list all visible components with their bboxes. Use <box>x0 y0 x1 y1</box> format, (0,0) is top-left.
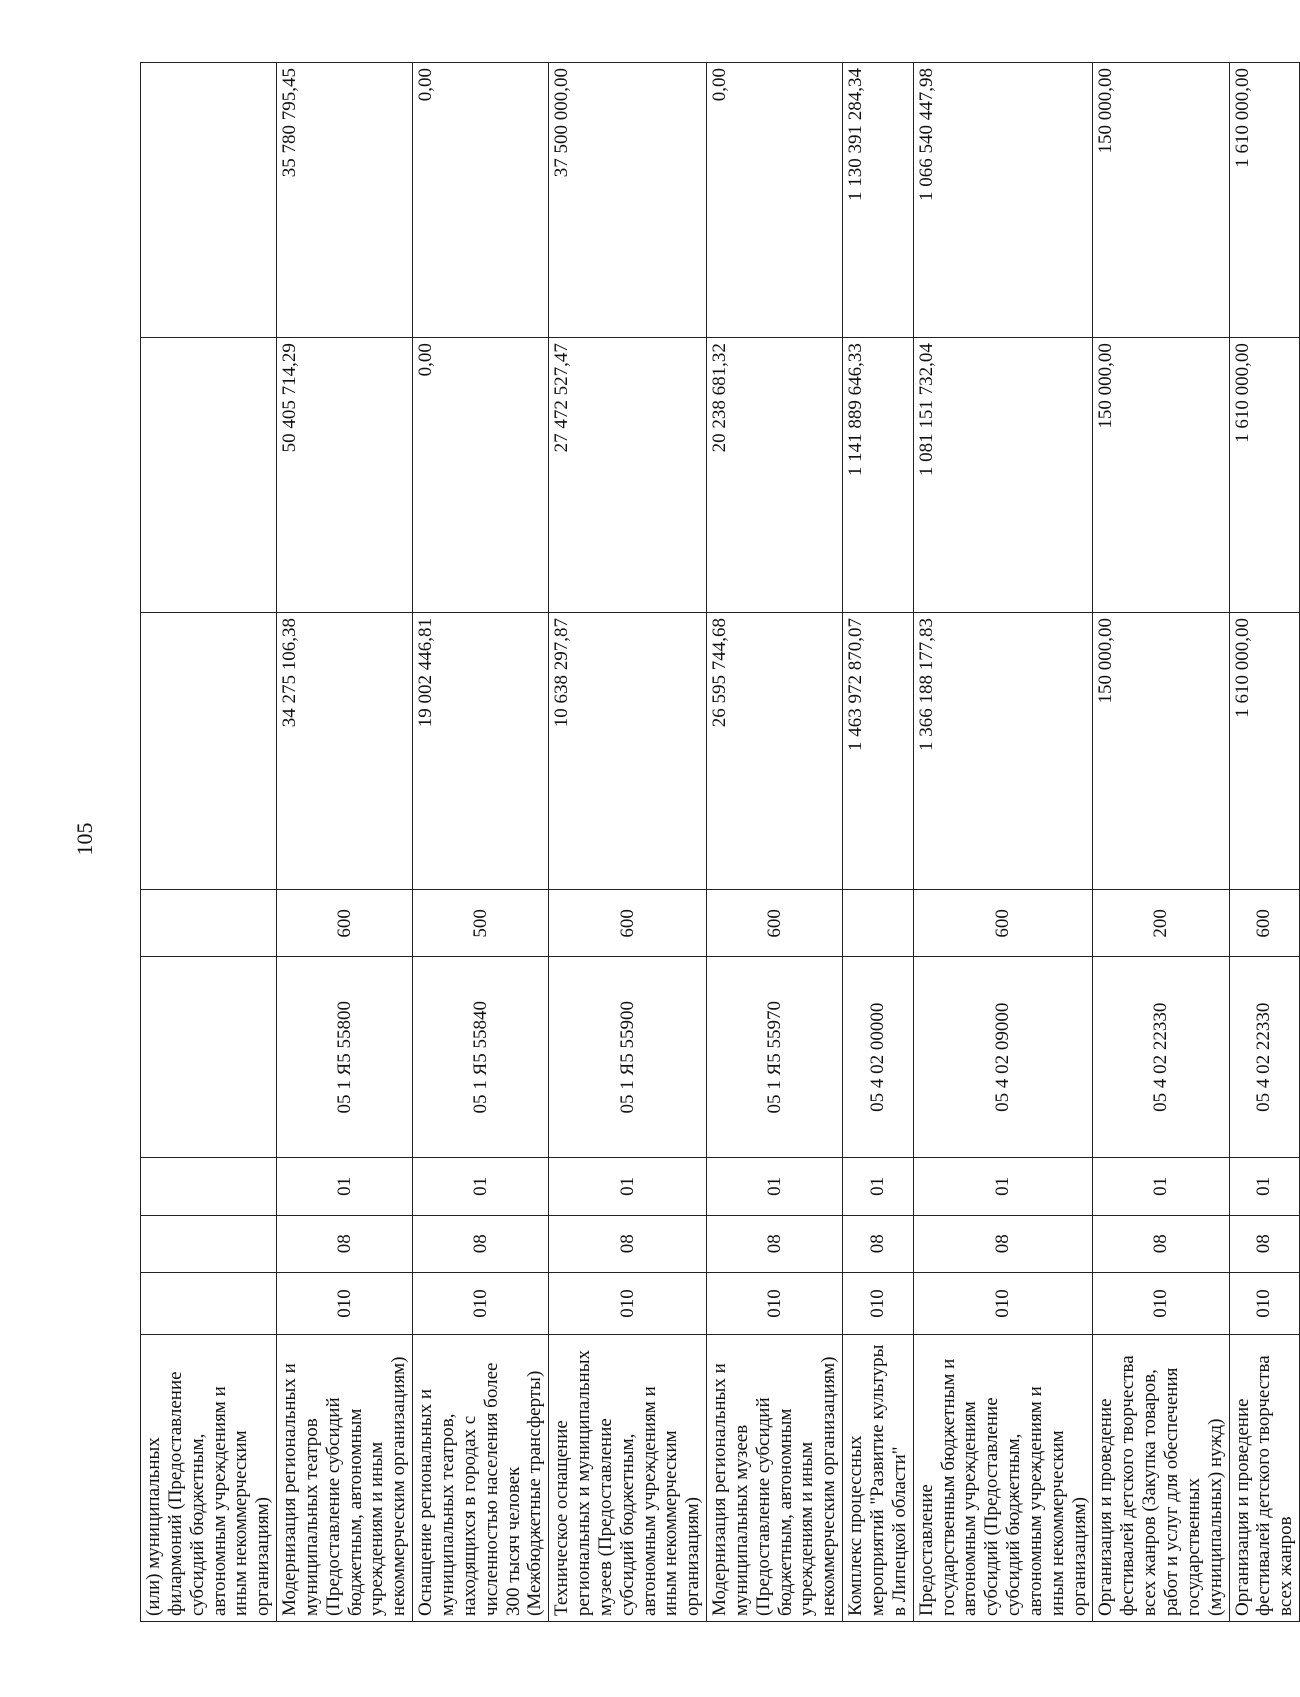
amount-year-1: 10 638 297,87 <box>549 613 707 890</box>
section-code: 08 <box>707 1215 843 1272</box>
subsection-code: 01 <box>843 1158 914 1215</box>
table-row <box>141 63 277 1622</box>
amount-year-1: 26 595 744,68 <box>707 613 843 890</box>
admin-code: 010 <box>413 1272 549 1334</box>
amount-year-2: 50 405 714,29 <box>277 338 413 613</box>
admin-code: 010 <box>277 1272 413 1334</box>
amount-year-1: 34 275 106,38 <box>277 613 413 890</box>
amount-year-1: 19 002 446,81 <box>413 613 549 890</box>
amount-year-3: 0,00 <box>413 63 549 338</box>
amount-year-2: 27 472 527,47 <box>549 338 707 613</box>
subsection-code: 01 <box>549 1158 707 1215</box>
subsection-code: 01 <box>707 1158 843 1215</box>
row-name: (или) муниципальных филармоний (Предоставление субсидий бюджетным, автономным учреждениям и иным некоммерческим организациям) <box>141 1335 277 1622</box>
target-article: 05 4 02 09000 <box>913 957 1093 1158</box>
budget-table <box>140 62 1300 1622</box>
target-article: 05 1 Я5 55840 <box>413 957 549 1158</box>
row-name: Организация и проведение фестивалей детского творчества всех жанров <box>1229 1335 1300 1622</box>
section-code: 08 <box>913 1215 1093 1272</box>
subsection-code: 01 <box>1093 1158 1229 1215</box>
subsection-code: 01 <box>413 1158 549 1215</box>
target-article: 05 1 Я5 55800 <box>277 957 413 1158</box>
section-code: 08 <box>1093 1215 1229 1272</box>
expense-type: 600 <box>277 890 413 957</box>
expense-type: 600 <box>913 890 1093 957</box>
expense-type <box>141 890 277 957</box>
row-name: Предоставление государственным бюджетным и автономным учреждениям субсидий (Предоставление субсидий бюджетным, автономным учреждениям и иным некоммерческим организациям) <box>913 1335 1093 1622</box>
amount-year-1: 1 610 000,00 <box>1229 613 1300 890</box>
amount-year-2: 1 081 151 732,04 <box>913 338 1093 613</box>
expense-type: 600 <box>549 890 707 957</box>
page-number: 105 <box>72 822 97 856</box>
admin-code: 010 <box>1093 1272 1229 1334</box>
table-row <box>707 63 843 1622</box>
subsection-code: 01 <box>1229 1158 1300 1215</box>
amount-year-3: 1 066 540 447,98 <box>913 63 1093 338</box>
expense-type: 600 <box>1229 890 1300 957</box>
amount-year-2: 150 000,00 <box>1093 338 1229 613</box>
admin-code: 010 <box>913 1272 1093 1334</box>
row-name: Модернизация региональных и муниципальных музеев (Предоставление субсидий бюджетным, автономным учреждениям и иным некоммерческим организациям) <box>707 1335 843 1622</box>
row-name: Комплекс процессных мероприятий "Развитие культуры в Липецкой области" <box>843 1335 914 1622</box>
expense-type <box>843 890 914 957</box>
table-row <box>913 63 1093 1622</box>
section-code <box>141 1215 277 1272</box>
target-article: 05 1 Я5 55900 <box>549 957 707 1158</box>
table-row <box>1093 63 1229 1622</box>
admin-code: 010 <box>1229 1272 1300 1334</box>
table-row <box>843 63 914 1622</box>
expense-type: 200 <box>1093 890 1229 957</box>
table-row <box>549 63 707 1622</box>
row-name: Оснащение региональных и муниципальных театров, находящихся в городах с численностью населения более 300 тысяч человек (Межбюджетные трансферты) <box>413 1335 549 1622</box>
subsection-code: 01 <box>913 1158 1093 1215</box>
table-row <box>1229 63 1300 1622</box>
target-article: 05 1 Я5 55970 <box>707 957 843 1158</box>
section-code: 08 <box>413 1215 549 1272</box>
amount-year-2: 0,00 <box>413 338 549 613</box>
subsection-code <box>141 1158 277 1215</box>
amount-year-2 <box>141 338 277 613</box>
target-article: 05 4 02 00000 <box>843 957 914 1158</box>
table-row <box>277 63 413 1622</box>
section-code: 08 <box>277 1215 413 1272</box>
amount-year-2: 1 141 889 646,33 <box>843 338 914 613</box>
admin-code: 010 <box>549 1272 707 1334</box>
amount-year-3: 1 130 391 284,34 <box>843 63 914 338</box>
amount-year-3: 0,00 <box>707 63 843 338</box>
amount-year-1 <box>141 613 277 890</box>
section-code: 08 <box>549 1215 707 1272</box>
amount-year-3: 35 780 795,45 <box>277 63 413 338</box>
row-name: Модернизация региональных и муниципальных театров (Предоставление субсидий бюджетным, автономным учреждениям и иным некоммерческим организациям) <box>277 1335 413 1622</box>
amount-year-3: 150 000,00 <box>1093 63 1229 338</box>
expense-type: 600 <box>707 890 843 957</box>
table-body <box>141 63 1300 1622</box>
amount-year-1: 1 366 188 177,83 <box>913 613 1093 890</box>
subsection-code: 01 <box>277 1158 413 1215</box>
admin-code: 010 <box>843 1272 914 1334</box>
row-name: Организация и проведение фестивалей детского творчества всех жанров (Закупка товаров, работ и услуг для обеспечения государственных (муниципальных) нужд) <box>1093 1335 1229 1622</box>
target-article <box>141 957 277 1158</box>
table-row <box>413 63 549 1622</box>
amount-year-3 <box>141 63 277 338</box>
amount-year-2: 1 610 000,00 <box>1229 338 1300 613</box>
row-name: Техническое оснащение региональных и муниципальных музеев (Предоставление субсидий бюджетным, автономным учреждениям и иным некоммерческим организациям) <box>549 1335 707 1622</box>
section-code: 08 <box>1229 1215 1300 1272</box>
admin-code <box>141 1272 277 1334</box>
admin-code: 010 <box>707 1272 843 1334</box>
amount-year-2: 20 238 681,32 <box>707 338 843 613</box>
target-article: 05 4 02 22330 <box>1229 957 1300 1158</box>
amount-year-3: 37 500 000,00 <box>549 63 707 338</box>
amount-year-1: 1 463 972 870,07 <box>843 613 914 890</box>
section-code: 08 <box>843 1215 914 1272</box>
rotated-page-content <box>140 62 1297 1622</box>
amount-year-1: 150 000,00 <box>1093 613 1229 890</box>
expense-type: 500 <box>413 890 549 957</box>
target-article: 05 4 02 22330 <box>1093 957 1229 1158</box>
amount-year-3: 1 610 000,00 <box>1229 63 1300 338</box>
